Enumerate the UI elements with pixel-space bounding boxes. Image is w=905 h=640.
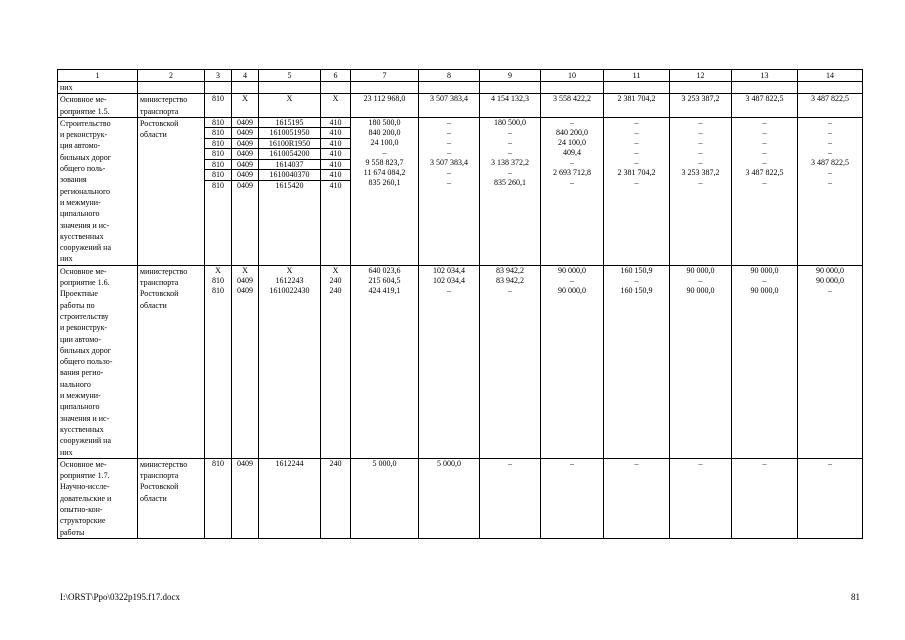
measure-name-line: общего поль- [60, 164, 106, 174]
value-line: 410 [321, 139, 350, 150]
value-line: 0409 [237, 458, 253, 468]
value-line: 810 [212, 285, 224, 295]
value-line: 810 [212, 275, 224, 285]
value-line: – [828, 177, 832, 187]
value-line: 410 [321, 170, 350, 181]
value-line: 1610051950 [259, 128, 320, 139]
value-line: 16100R1950 [259, 139, 320, 150]
value-line: Х [286, 265, 293, 275]
value-line: – [570, 458, 574, 468]
executor-cell [138, 117, 205, 265]
measure-name-line: зования [60, 175, 87, 185]
value-line: – [508, 167, 512, 177]
value-cell [232, 94, 259, 118]
column-header: 11 [604, 70, 670, 82]
measure-name-line: сооружений на [60, 436, 111, 446]
value-cell [670, 94, 732, 118]
measure-name-line: них [60, 83, 73, 92]
measure-name-cell [58, 458, 138, 538]
executor-cell [138, 94, 205, 118]
value-cell [670, 117, 732, 265]
measure-name-line: бильных дорог [60, 152, 111, 162]
value-line: 0409 [237, 275, 253, 285]
value-cell [798, 265, 863, 458]
measure-name-line: общего пользо- [60, 357, 113, 367]
value-line: 102 034,4 [433, 275, 465, 285]
value-cell [259, 117, 321, 265]
measure-name-line: строительству [60, 311, 109, 321]
value-cell [798, 458, 863, 538]
value-line: 0409 [237, 285, 253, 295]
value-line: 24 100,0 [370, 137, 399, 147]
value-line: 835 260,1 [494, 177, 526, 187]
value-line: 0409 [232, 118, 258, 129]
value-cell [732, 94, 798, 118]
value-line: 3 487 822,5 [811, 157, 849, 167]
value-line: 90 000,0 [686, 285, 715, 295]
value-cell [259, 458, 321, 538]
measure-name-line: кусственных [60, 231, 104, 241]
column-header: 3 [205, 70, 232, 82]
value-line: – [698, 275, 703, 285]
measure-name-line: и реконструк- [60, 130, 108, 140]
value-line: 11 674 084,2 [363, 167, 406, 177]
measure-name-line: и межмуни- [60, 391, 101, 401]
measure-name-line: регионального [60, 186, 111, 196]
value-cell [732, 265, 798, 458]
value-line: – [698, 458, 703, 468]
value-line: – [762, 147, 767, 157]
value-line: Х [286, 94, 293, 104]
value-cell [541, 94, 604, 118]
value-line: – [508, 137, 512, 147]
budget-table-container [57, 69, 862, 539]
value-cell [541, 82, 604, 94]
value-line: – [762, 117, 767, 127]
value-line: 180 500,0 [368, 117, 401, 127]
value-line: 215 604,5 [368, 275, 401, 285]
value-line: 1615420 [275, 180, 304, 190]
value-line: – [447, 127, 451, 137]
value-cell [604, 94, 670, 118]
measure-name-cell [58, 82, 138, 94]
value-line: 1610054200 [259, 149, 320, 160]
value-cell [732, 82, 798, 94]
value-line: – [634, 177, 639, 187]
value-line: 810 [212, 458, 224, 468]
value-line: Х [332, 265, 339, 275]
value-line: 0409 [232, 139, 258, 150]
value-line: 409,4 [563, 147, 581, 157]
value-line: – [447, 177, 451, 187]
value-line: 0409 [232, 160, 258, 171]
value-cell [732, 458, 798, 538]
value-line: 240 [329, 275, 342, 285]
value-line: 83 942,2 [496, 275, 524, 285]
value-line: – [634, 458, 639, 468]
measure-name-line: Основное ме- [60, 266, 107, 276]
measure-name-line: структорские [60, 516, 106, 526]
value-line: – [447, 147, 451, 157]
value-cell [232, 265, 259, 458]
value-line: – [634, 127, 639, 137]
value-line: – [698, 117, 703, 127]
value-cell [351, 117, 419, 265]
executor-line: Ростовской [140, 482, 179, 492]
value-line: 640 023,6 [368, 265, 401, 275]
value-line: 23 112 968,0 [363, 94, 406, 104]
value-line: 1614037 [259, 160, 320, 171]
value-cell [419, 458, 480, 538]
value-line: 410 [321, 118, 350, 129]
value-line: 90 000,0 [750, 265, 779, 275]
value-line: – [828, 127, 832, 137]
column-header: 6 [321, 70, 351, 82]
measure-name-line: роприятие 1.6. [60, 278, 110, 288]
value-line: – [698, 147, 703, 157]
value-line: 3 487 822,5 [745, 94, 784, 104]
value-line: – [508, 127, 512, 137]
value-line: 90 000,0 [558, 285, 586, 295]
value-cell [259, 265, 321, 458]
value-line: 83 942,2 [496, 265, 524, 275]
value-line: 410 [321, 149, 350, 160]
value-cell [798, 82, 863, 94]
value-cell [670, 265, 732, 458]
column-header: 12 [670, 70, 732, 82]
measure-name-line: работы [60, 527, 85, 537]
executor-line: области [140, 300, 167, 310]
value-line: 2 381 704,2 [617, 167, 656, 177]
executor-line: Ростовской [140, 289, 179, 299]
value-line: – [698, 177, 703, 187]
table-body [58, 82, 863, 539]
value-cell [480, 94, 541, 118]
column-header: 9 [480, 70, 541, 82]
value-line: 90 000,0 [750, 285, 779, 295]
value-line: 840 200,0 [556, 127, 588, 137]
value-line: – [634, 137, 639, 147]
value-line: – [508, 458, 512, 468]
value-cell [798, 94, 863, 118]
column-header: 10 [541, 70, 604, 82]
executor-line: транспорта [140, 278, 179, 288]
value-line: 3 253 387,2 [681, 167, 720, 177]
executor-line: Ростовской [140, 118, 179, 128]
value-line: 810 [205, 139, 231, 150]
measure-name-line: вания регио- [60, 368, 104, 378]
value-cell [604, 458, 670, 538]
measure-name-cell [58, 94, 138, 118]
measure-name-line: Строительство [60, 118, 111, 128]
measure-name-line: сооружений на [60, 243, 111, 253]
measure-name-line: и реконструк- [60, 323, 108, 333]
value-line: – [828, 147, 832, 157]
value-cell [259, 82, 321, 94]
value-line: – [698, 137, 703, 147]
value-line: – [634, 117, 639, 127]
value-line: 1610040370 [259, 170, 320, 181]
value-line: 180 500,0 [494, 117, 526, 127]
value-line: 4 154 132,3 [491, 94, 529, 104]
measure-name-line: нального [60, 379, 91, 389]
value-cell [232, 458, 259, 538]
measure-name-line: них [60, 254, 73, 264]
value-cell [732, 117, 798, 265]
value-line: 810 [205, 128, 231, 139]
value-cell [670, 458, 732, 538]
measure-name-line: работы по [60, 300, 95, 310]
value-line: 410 [321, 128, 350, 139]
value-line: 24 100,0 [558, 137, 586, 147]
value-line: 0409 [232, 149, 258, 160]
executor-line: министерство [140, 266, 188, 276]
column-header-row [58, 70, 863, 82]
page-number: 81 [851, 592, 860, 602]
executor-cell [138, 458, 205, 538]
value-line: – [828, 167, 832, 177]
value-cell [604, 265, 670, 458]
value-line: 3 253 387,2 [681, 94, 720, 104]
value-line: 1610022430 [269, 285, 310, 295]
value-line: 90 000,0 [816, 265, 844, 275]
value-cell [321, 265, 351, 458]
measure-name-line: кусственных [60, 424, 104, 434]
executor-line: области [140, 130, 167, 140]
value-line: 1612244 [275, 458, 304, 468]
value-line: 240 [329, 285, 342, 295]
value-line: – [762, 458, 767, 468]
value-line: 2 693 712,8 [553, 167, 591, 177]
value-line: – [762, 157, 767, 167]
value-line: – [828, 285, 832, 295]
value-cell [419, 82, 480, 94]
value-line: 810 [205, 149, 231, 160]
value-line: Х [242, 265, 248, 275]
column-header: 1 [58, 70, 138, 82]
measure-name-line: них [60, 447, 73, 457]
value-line: – [570, 177, 574, 187]
table-row [58, 94, 863, 118]
value-line: 424 419,1 [368, 285, 401, 295]
column-header: 13 [732, 70, 798, 82]
executor-line: министерство [140, 459, 188, 469]
value-cell [321, 82, 351, 94]
value-line: – [634, 157, 639, 167]
value-line: 410 [329, 180, 342, 190]
measure-name-line: значения и ис- [60, 413, 110, 423]
column-header: 2 [138, 70, 205, 82]
value-line: 810 [205, 160, 231, 171]
value-cell [351, 458, 419, 538]
table-row [58, 117, 863, 265]
value-cell [351, 82, 419, 94]
value-line: 840 200,0 [368, 127, 401, 137]
value-cell [259, 94, 321, 118]
value-cell [604, 117, 670, 265]
value-line: 160 150,9 [620, 265, 653, 275]
document-path: I:\ORST\Ppo\0322p195.f17.docx [60, 592, 181, 602]
value-line: 0409 [232, 128, 258, 139]
value-cell [205, 458, 232, 538]
column-header: 14 [798, 70, 863, 82]
column-header: 7 [351, 70, 419, 82]
column-header: 4 [232, 70, 259, 82]
value-cell [480, 117, 541, 265]
measure-name-line: Научно-иссле- [60, 482, 110, 492]
measure-name-cell [58, 265, 138, 458]
measure-name-line: ция автомо- [60, 141, 101, 151]
value-line: – [508, 147, 512, 157]
value-cell [541, 265, 604, 458]
executor-line: министерство [140, 95, 188, 105]
value-line: 9 558 823,7 [365, 157, 404, 167]
value-cell [321, 94, 351, 118]
executor-line: транспорта [140, 106, 179, 116]
column-header: 5 [259, 70, 321, 82]
value-cell [480, 265, 541, 458]
value-line: 160 150,9 [620, 285, 653, 295]
executor-cell [138, 82, 205, 94]
value-line: 3 487 822,5 [745, 167, 784, 177]
value-line: – [634, 147, 639, 157]
value-line: 810 [205, 170, 231, 181]
column-header: 8 [419, 70, 480, 82]
value-line: – [698, 127, 703, 137]
value-line: – [762, 275, 767, 285]
value-cell [419, 94, 480, 118]
value-line: 90 000,0 [558, 265, 586, 275]
executor-line: области [140, 493, 167, 503]
value-cell [798, 117, 863, 265]
value-line: 810 [212, 94, 224, 104]
value-line: 3 487 822,5 [811, 94, 849, 104]
measure-name-line: ции автомо- [60, 334, 101, 344]
value-line: 810 [205, 118, 231, 129]
value-cell [232, 82, 259, 94]
value-line: – [828, 458, 832, 468]
budget-table [57, 69, 863, 539]
measure-name-line: Основное ме- [60, 459, 107, 469]
measure-name-line: ципального [60, 209, 100, 219]
value-cell [351, 94, 419, 118]
value-cell [480, 82, 541, 94]
value-line: – [762, 177, 767, 187]
measure-name-line: бильных дорог [60, 345, 111, 355]
value-line: 3 507 383,4 [430, 157, 468, 167]
measure-name-line: опытно-кон- [60, 504, 103, 514]
value-cell [541, 117, 604, 265]
value-cell [541, 458, 604, 538]
value-line: 240 [329, 458, 342, 468]
table-row [58, 458, 863, 538]
value-line: 835 260,1 [368, 177, 401, 187]
value-line: – [447, 285, 451, 295]
value-cell [419, 117, 480, 265]
value-line: – [447, 117, 451, 127]
value-cell [205, 82, 232, 94]
measure-name-line: довательские и [60, 493, 112, 503]
value-line: – [634, 275, 639, 285]
value-line: – [447, 167, 451, 177]
value-line: 0409 [237, 180, 253, 190]
value-line: 410 [321, 160, 350, 171]
value-cell [205, 265, 232, 458]
measure-name-line: роприятие 1.7. [60, 471, 110, 481]
measure-name-line: Проектные [60, 289, 98, 299]
value-line: – [570, 117, 574, 127]
value-cell [321, 458, 351, 538]
value-cell [419, 265, 480, 458]
measure-name-cell [58, 117, 138, 265]
value-cell [351, 265, 419, 458]
value-line: – [382, 147, 387, 157]
value-line: 3 558 422,2 [553, 94, 591, 104]
value-line: 102 034,4 [433, 265, 465, 275]
value-line: – [570, 157, 574, 167]
value-line: Х [242, 94, 248, 104]
measure-name-line: роприятие 1.5. [60, 106, 110, 116]
value-line: – [447, 137, 451, 147]
measure-name-line: ципального [60, 402, 100, 412]
value-line: 810 [212, 180, 224, 190]
value-line: 1612243 [275, 275, 304, 285]
value-line: – [508, 285, 512, 295]
value-line: 5 000,0 [372, 458, 397, 468]
value-cell [604, 82, 670, 94]
value-line: – [762, 137, 767, 147]
value-line: 90 000,0 [686, 265, 715, 275]
measure-name-line: значения и ис- [60, 220, 110, 230]
value-line: – [570, 275, 574, 285]
value-line: 90 000,0 [816, 275, 844, 285]
value-line: – [828, 137, 832, 147]
value-line: 3 507 383,4 [430, 94, 468, 104]
value-line: Х [332, 94, 339, 104]
value-line: 0409 [232, 170, 258, 181]
table-row [58, 82, 863, 94]
value-cell [232, 117, 259, 265]
value-cell [205, 94, 232, 118]
value-line: 2 381 704,2 [617, 94, 656, 104]
value-line: 5 000,0 [437, 458, 461, 468]
value-line: Х [215, 265, 221, 275]
table-row [58, 265, 863, 458]
value-cell [321, 117, 351, 265]
value-cell [480, 458, 541, 538]
executor-cell [138, 265, 205, 458]
value-cell [670, 82, 732, 94]
value-line: 3 138 372,2 [491, 157, 529, 167]
value-line: – [828, 117, 832, 127]
value-cell [205, 117, 232, 265]
measure-name-line: Основное ме- [60, 95, 107, 105]
measure-name-line: и межмуни- [60, 197, 101, 207]
value-line: – [698, 157, 703, 167]
value-line: 1615195 [259, 118, 320, 129]
value-line: – [762, 127, 767, 137]
executor-line: транспорта [140, 471, 179, 481]
